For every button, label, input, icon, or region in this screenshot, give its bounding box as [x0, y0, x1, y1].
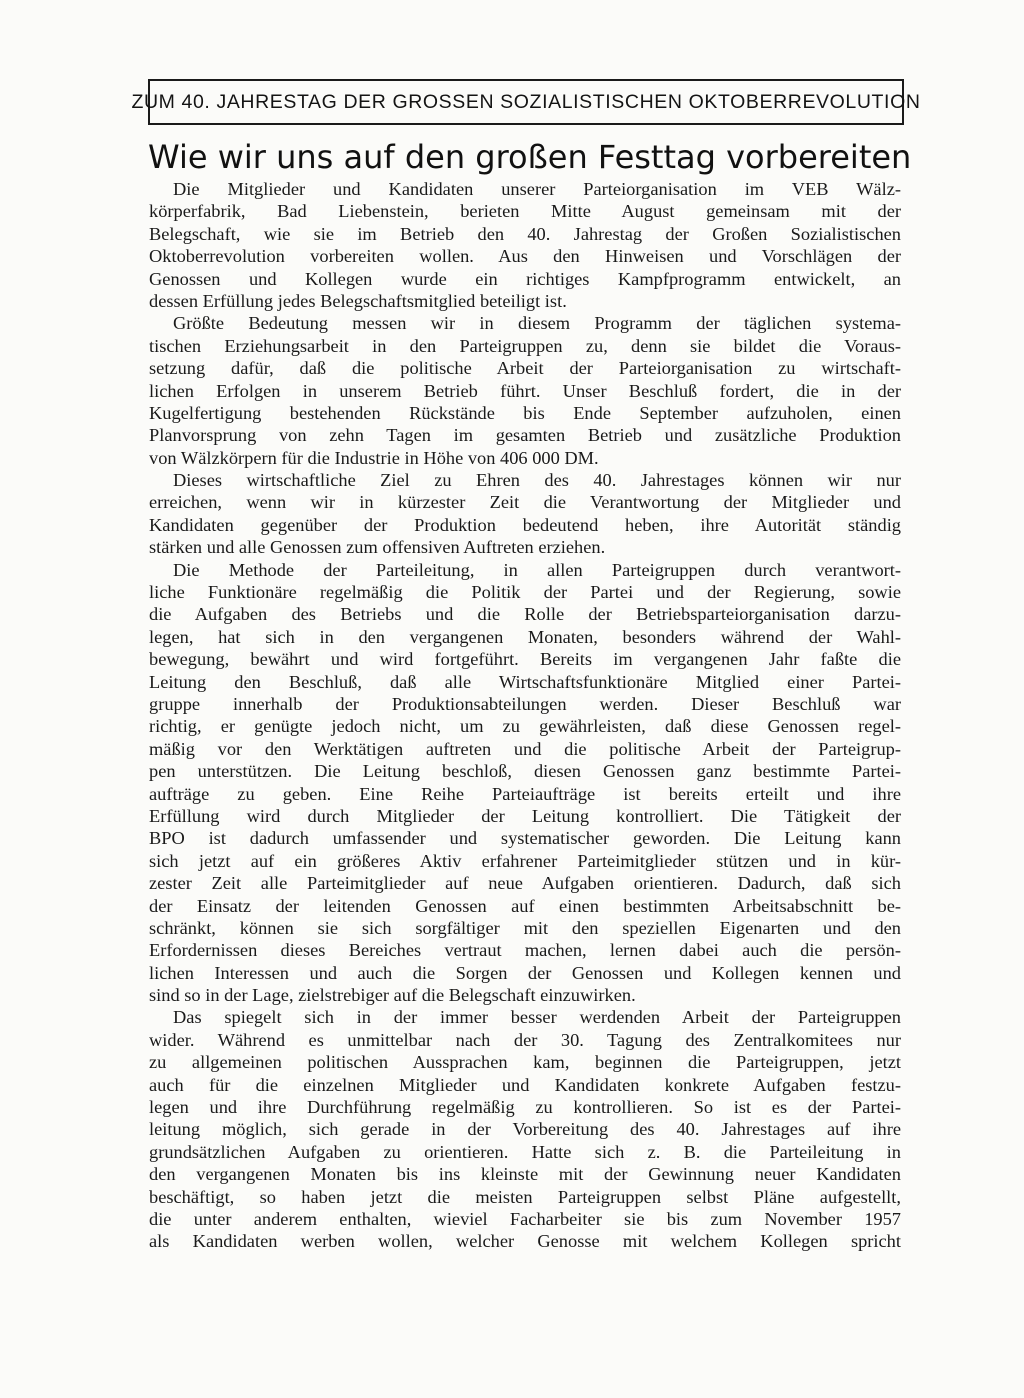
text-line: als Kandidaten werben wollen, welcher Genosse mit welchem Kollegen spricht	[149, 1231, 901, 1252]
text-line: legen, hat sich in den vergangenen Monaten, besonders während der Wahl-	[149, 626, 901, 647]
text-line: pen unterstützen. Die Leitung beschloß, diesen Genossen ganz bestimmte Partei-	[149, 761, 901, 782]
text-line: Größte Bedeutung messen wir in diesem Programm der täglichen systema-	[173, 313, 901, 334]
text-line: grundsätzlichen Aufgaben zu orientieren. Hatte sich z. B. die Parteileitung in	[149, 1141, 901, 1162]
text-line: schränkt, können sie sich sorgfältiger mit den speziellen Eigenarten und den	[149, 917, 901, 938]
paragraph-5	[149, 1006, 901, 1252]
article-headline: Wie wir uns auf den großen Festtag vorbereiten	[148, 138, 912, 176]
text-line: den vergangenen Monaten bis ins kleinste mit der Gewinnung neuer Kandidaten	[149, 1164, 901, 1185]
paragraph-2	[149, 312, 901, 469]
text-line: Dieses wirtschaftliche Ziel zu Ehren des 40. Jahrestages können wir nur	[173, 470, 901, 491]
text-line: richtig, er genügte jedoch nicht, um zu gewährleisten, daß diese Genossen regel-	[149, 716, 901, 737]
text-line: Oktoberrevolution vorbereiten wollen. Aus den Hinweisen und Vorschlägen der	[149, 246, 901, 267]
text-line: der Einsatz der leitenden Genossen auf einen bestimmten Arbeitsabschnitt be-	[149, 895, 901, 916]
text-line: Leitung den Beschluß, daß alle Wirtschaftsfunktionäre Mitglied einer Partei-	[149, 671, 901, 692]
article-body	[149, 178, 901, 1253]
text-line: liche Funktionäre regelmäßig die Politik der Partei und der Regierung, sowie	[149, 582, 901, 603]
text-line: beschäftigt, so haben jetzt die meisten Parteigruppen selbst Pläne aufgestellt,	[149, 1186, 901, 1207]
paragraph-1	[149, 178, 901, 312]
text-line: legen und ihre Durchführung regelmäßig zu kontrollieren. So ist es der Partei-	[149, 1097, 901, 1118]
text-line: wider. Während es unmittelbar nach der 30. Tagung des Zentralkomitees nur	[149, 1029, 901, 1050]
text-line: sind so in der Lage, zielstrebiger auf die Belegschaft einzuwirken.	[149, 985, 636, 1006]
text-line: Genossen und Kollegen wurde ein richtiges Kampfprogramm entwickelt, an	[149, 268, 901, 289]
text-line: körperfabrik, Bad Liebenstein, berieten Mitte August gemeinsam mit der	[149, 201, 901, 222]
text-line: Planvorsprung von zehn Tagen im gesamten Betrieb und zusätzliche Produktion	[149, 425, 901, 446]
text-line: die Aufgaben des Betriebs und die Rolle der Betriebsparteiorganisation darzu-	[149, 604, 901, 625]
text-line: lichen Erfolgen in unserem Betrieb führt. Unser Beschluß fordert, die in der	[149, 380, 901, 401]
section-banner	[131, 79, 921, 125]
text-line: setzung dafür, daß die politische Arbeit der Parteiorganisation zu wirtschaft-	[149, 358, 901, 379]
paragraph-4	[149, 559, 901, 1007]
text-line: bewegung, bewährt und wird fortgeführt. Bereits im vergangenen Jahr faßte die	[149, 649, 901, 670]
text-line: Das spiegelt sich in der immer besser werdenden Arbeit der Parteigruppen	[173, 1007, 901, 1028]
text-line: Kugelfertigung bestehenden Rückstände bis Ende September aufzuholen, einen	[149, 402, 901, 423]
text-line: Kandidaten gegenüber der Produktion bedeutend heben, ihre Autorität ständig	[149, 514, 901, 535]
text-line: Belegschaft, wie sie im Betrieb den 40. Jahrestag der Großen Sozialistischen	[149, 223, 901, 244]
text-line: gruppe innerhalb der Produktionsabteilungen werden. Dieser Beschluß war	[149, 693, 901, 714]
text-line: BPO ist dadurch umfassender und systematischer geworden. Die Leitung kann	[149, 828, 901, 849]
paragraph-3	[149, 469, 901, 559]
text-line: auch für die einzelnen Mitglieder und Kandidaten konkrete Aufgaben festzu-	[149, 1074, 901, 1095]
text-line: aufträge zu geben. Eine Reihe Parteiaufträge ist bereits erteilt und ihre	[149, 783, 901, 804]
text-line: erreichen, wenn wir in kürzester Zeit die Verantwortung der Mitglieder und	[149, 492, 901, 513]
banner-text: ZUM 40. JAHRESTAG DER GROSSEN SOZIALISTISCHEN OKTOBERREVOLUTION	[131, 90, 921, 113]
text-line: Erfüllung wird durch Mitglieder der Leitung kontrolliert. Die Tätigkeit der	[149, 805, 901, 826]
text-line: die unter anderem enthalten, wieviel Facharbeiter sie bis zum November 1957	[149, 1208, 901, 1229]
text-line: zu allgemeinen politischen Aussprachen kam, beginnen die Parteigruppen, jetzt	[149, 1052, 901, 1073]
text-line: sich jetzt auf ein größeres Aktiv erfahrener Parteimitglieder stützen und in kür-	[149, 850, 901, 871]
text-line: von Wälzkörpern für die Industrie in Höhe von 406 000 DM.	[149, 447, 599, 468]
text-line: Die Methode der Parteileitung, in allen Parteigruppen durch verantwort-	[173, 559, 901, 580]
text-line: Erfordernissen dieses Bereiches vertraut machen, lernen dabei auch die persön-	[149, 940, 901, 961]
text-line: dessen Erfüllung jedes Belegschaftsmitglied beteiligt ist.	[149, 290, 567, 311]
text-line: leitung möglich, sich gerade in der Vorbereitung des 40. Jahrestages auf ihre	[149, 1119, 901, 1140]
text-line: zester Zeit alle Parteimitglieder auf neue Aufgaben orientieren. Dadurch, daß sich	[149, 873, 901, 894]
text-line: lichen Interessen und auch die Sorgen der Genossen und Kollegen kennen und	[149, 962, 901, 983]
text-line: Die Mitglieder und Kandidaten unserer Parteiorganisation im VEB Wälz-	[173, 179, 901, 199]
text-line: tischen Erziehungsarbeit in den Parteigruppen zu, denn sie bildet die Voraus-	[149, 335, 901, 356]
text-line: mäßig vor den Werktätigen auftreten und die politische Arbeit der Parteigrup-	[149, 738, 901, 759]
text-line: stärken und alle Genossen zum offensiven Auftreten erziehen.	[149, 537, 606, 558]
